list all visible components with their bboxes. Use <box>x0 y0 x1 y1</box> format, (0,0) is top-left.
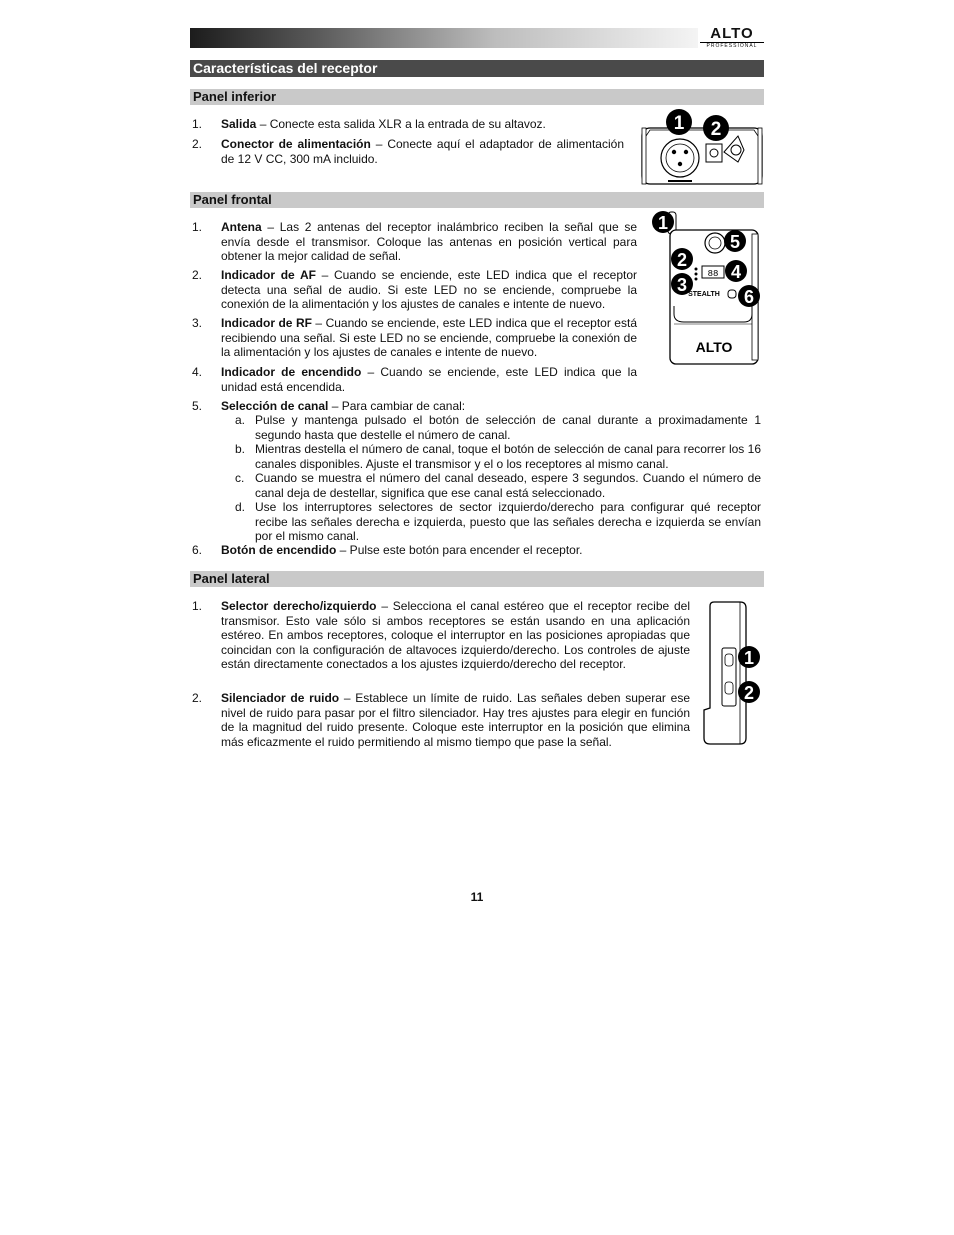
item-term: Salida <box>221 117 257 131</box>
callout-badge-2 <box>671 248 693 270</box>
callout-badge-6 <box>738 285 760 307</box>
callout-badge-2 <box>703 115 729 141</box>
item-desc: – Conecte esta salida XLR a la entrada de su altavoz. <box>256 117 546 131</box>
item-number: 1. <box>192 220 203 234</box>
front-logo: ALTO <box>695 339 733 355</box>
item-number: 2. <box>192 137 203 151</box>
item-text <box>221 399 762 414</box>
callout-badge-1 <box>666 109 692 135</box>
callout-badge-4 <box>725 260 747 282</box>
item-term: Botón de encendido <box>221 543 337 557</box>
item-text <box>221 137 624 166</box>
item-text <box>221 316 637 360</box>
sub-item-letter: c. <box>235 471 245 485</box>
logo-sub: PROFESSIONAL <box>700 42 764 49</box>
item-number: 4. <box>192 365 203 379</box>
logo-word: ALTO <box>710 25 754 42</box>
callout-badge-1 <box>738 646 760 668</box>
item-text <box>221 220 637 264</box>
item-text <box>221 268 637 312</box>
svg-text:1: 1 <box>673 113 685 134</box>
item-desc: – Cuando se enciende, este LED indica que el receptor está recibiendo una señal. Si este LED no se enciende, compruebe la conexión de la alimentación y los ajustes de canales e intente de nuevo. <box>221 316 637 359</box>
sub-item-letter: b. <box>235 442 246 456</box>
item-desc: – Pulse este botón para encender el receptor. <box>336 543 583 557</box>
item-term: Indicador de AF <box>221 268 316 282</box>
channel-display: 88 <box>707 269 719 279</box>
item-term: Indicador de RF <box>221 316 312 330</box>
callout-badge-3 <box>671 273 693 295</box>
item-desc: – Establece un límite de ruido. Las señales deben superar ese nivel de ruido para pasar por el filtro silenciador. Hay tres ajustes para elegir en función de la magnitud del ruido presente. Coloque este interruptor en la posición que elimina más eficazmente el ruido permitiendo al mismo tiempo que pase la señal. <box>221 691 690 749</box>
item-text <box>221 543 762 558</box>
side-panel-figure <box>700 598 764 746</box>
front-panel-figure <box>644 206 764 368</box>
item-number: 1. <box>192 599 203 613</box>
header-gradient-bar <box>190 28 698 48</box>
svg-text:4: 4 <box>730 262 742 282</box>
main-title: Características del receptor <box>190 60 764 77</box>
svg-text:2: 2 <box>676 250 688 270</box>
item-number: 2. <box>192 691 203 705</box>
alto-logo <box>700 26 764 50</box>
item-text <box>221 691 690 749</box>
sub-item-text: Use los interruptores selectores de sector izquierdo/derecho para configurar qué receptor recibe las señales derecha e izquierda, puesto que las señales derecha e izquierda se envían por el mismo canal. <box>255 500 761 543</box>
item-number: 5. <box>192 399 203 413</box>
item-term: Silenciador de ruido <box>221 691 340 705</box>
svg-text:6: 6 <box>743 287 755 307</box>
svg-text:2: 2 <box>710 119 722 140</box>
item-text <box>221 365 637 394</box>
svg-text:1: 1 <box>743 648 755 668</box>
item-number: 1. <box>192 117 203 131</box>
item-number: 3. <box>192 316 203 330</box>
item-term: Indicador de encendido <box>221 365 362 379</box>
item-term: Conector de alimentación <box>221 137 371 151</box>
item-number: 6. <box>192 543 203 557</box>
sub-item-text: Cuando se muestra el número del canal deseado, espere 3 segundos. Cuando el número de canal deja de destellar, significa que ese canal está seleccionado. <box>255 471 761 500</box>
sub-item-letter: d. <box>235 500 246 514</box>
svg-text:2: 2 <box>743 683 755 703</box>
sub-item-text: Mientras destella el número de canal, toque el botón de selección de canal para recorrer los 16 canales disponibles. Ajuste el transmisor y el o los receptores al mismo canal. <box>255 442 761 471</box>
section-title-frontal: Panel frontal <box>190 192 764 208</box>
item-desc: – Cuando se enciende, este LED indica que el receptor detecta una señal de audio. Si este LED no se enciende, compruebe la conexión de la alimentación y los ajustes de canales e intente de nuevo. <box>221 268 637 311</box>
svg-text:5: 5 <box>729 232 741 252</box>
item-term: Antena <box>221 220 262 234</box>
sub-item-letter: a. <box>235 413 246 427</box>
item-desc: – Las 2 antenas del receptor inalámbrico reciben la señal que se envía desde el transmisor. Coloque las antenas en posición vertical para obtener la mejor calidad de señal. <box>221 220 637 263</box>
item-number: 2. <box>192 268 203 282</box>
item-term: Selección de canal <box>221 399 329 413</box>
item-desc: – Cuando se enciende, este LED indica que la unidad está encendida. <box>221 365 638 394</box>
callout-badge-5 <box>724 230 746 252</box>
item-text <box>221 599 690 672</box>
item-desc: – Selecciona el canal estéreo que el receptor recibe del transmisor. Esto vale sólo si ambos receptores se están usando en una aplicación estéreo. En ambos receptores, coloque el interruptor en las posiciones apropiadas que coincidan con la configuración de altavoces izquierdo/derecho. Los controles de ajuste están directamente conectados a los ajustes izquierdo/derecho del receptor. <box>221 599 690 671</box>
item-desc: – Para cambiar de canal: <box>328 399 466 413</box>
callout-badge-1 <box>652 211 674 233</box>
section-title-inferior: Panel inferior <box>190 89 764 105</box>
svg-text:1: 1 <box>657 213 669 233</box>
section-title-lateral: Panel lateral <box>190 571 764 587</box>
bottom-panel-figure <box>640 106 764 186</box>
item-desc: – Conecte aquí el adaptador de alimentación de 12 V CC, 300 mA incluido. <box>221 137 624 166</box>
item-term: Selector derecho/izquierdo <box>221 599 377 613</box>
page-number: 11 <box>470 890 484 904</box>
svg-text:3: 3 <box>676 275 688 295</box>
callout-badge-2 <box>738 681 760 703</box>
model-label: STEALTH <box>688 291 720 298</box>
item-text <box>221 117 624 132</box>
sub-item-text: Pulse y mantenga pulsado el botón de selección de canal durante a proximadamente 1 segundo hasta que destelle el número de canal. <box>255 413 761 442</box>
